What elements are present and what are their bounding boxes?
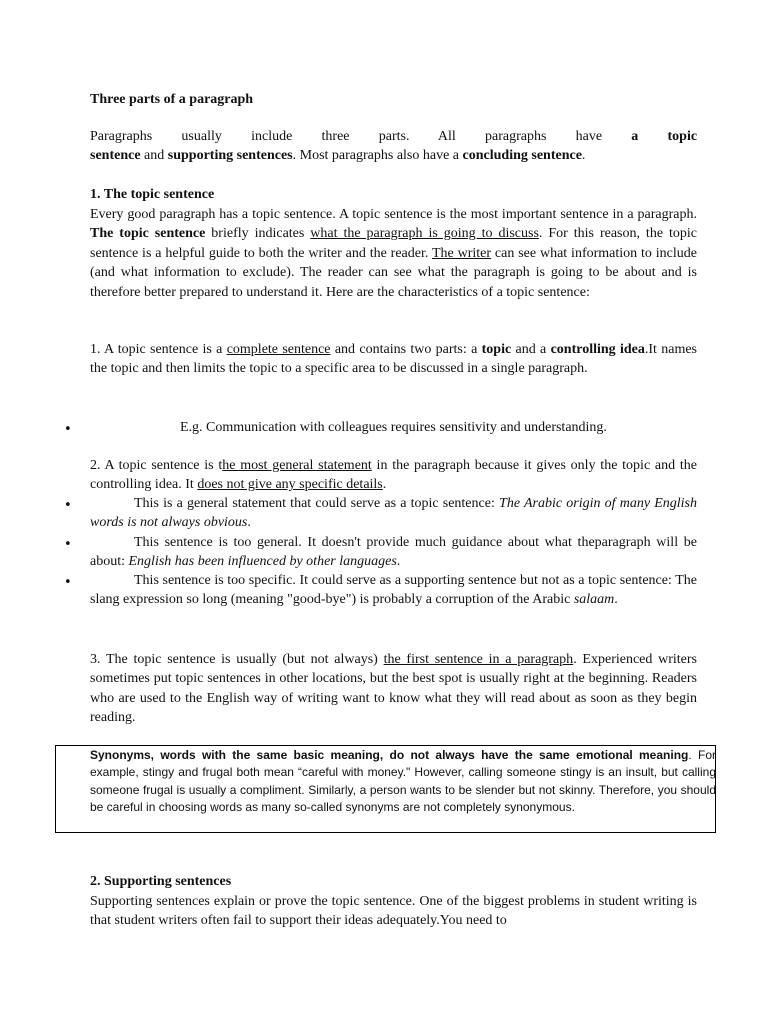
bullet-general-example: This is a general statement that could serve as a topic sentence: The Arabic origin of many English words is not always obvious.: [90, 496, 697, 531]
bullet-marker: •: [64, 575, 72, 590]
bullet-marker: •: [64, 422, 72, 437]
bullet-too-specific: This sentence is too specific. It could serve as a supporting sentence but not as a topic sentence: The slang expression so long (meaning "good-bye") is probably a corruption of the Arabic salaam.: [90, 573, 697, 608]
characteristic-2: 2. A topic sentence is the most general statement in the paragraph because it gives only the topic and the controlling idea. It does not give any specific details.: [90, 458, 697, 493]
characteristic-1: 1. A topic sentence is a complete sentence and contains two parts: a topic and a controlling idea.It names the topic and then limits the topic to a specific area to be discussed in a single paragraph.: [90, 342, 698, 377]
synonyms-note-text: Synonyms, words with the same basic meaning, do not always have the same emotional meaning. For example, stingy and frugal both mean “careful with money." However, calling someone stingy is an insult, but calling someone frugal is usually a compliment. Similarly, a person wants to be slender but not skinny. Therefore, you should be careful in choosing words as many so-called synonyms are not completely synonymous.: [90, 748, 716, 815]
bullet-marker: •: [64, 498, 72, 513]
bullet-too-general: This sentence is too general. It doesn't provide much guidance about what theparagraph will be about: English has been influenced by other languages.: [90, 535, 697, 570]
bullet-marker: •: [64, 537, 72, 552]
section-2-heading: 2. Supporting sentences: [90, 874, 232, 889]
supporting-sentences-paragraph: Supporting sentences explain or prove the topic sentence. One of the biggest problems in student writing is that student writers often fail to support their ideas adequately.You need to: [90, 894, 697, 929]
intro-paragraph: [90, 127, 697, 166]
intro-line-2: sentence and supporting sentences. Most paragraphs also have a concluding sentence.: [90, 148, 586, 164]
example-sentence: E.g. Communication with colleagues requires sensitivity and understanding.: [180, 420, 607, 435]
section-1-heading: 1. The topic sentence: [90, 187, 215, 202]
intro-line-1: Paragraphs usually include three parts. All paragraphs have a topic: [90, 129, 698, 144]
document-title: Three parts of a paragraph: [90, 92, 254, 107]
topic-sentence-paragraph: Every good paragraph has a topic sentence. A topic sentence is the most important sentence in a paragraph. The topic sentence briefly indicates what the paragraph is going to discuss. For this reason, the topic sentence is a helpful guide to both the writer and the reader. The writer can see what information to include (and what information to exclude). The reader can see what the paragraph is going to be about and is therefore better prepared to understand it. Here are the characteristics of a topic sentence:: [90, 207, 697, 300]
characteristic-3: 3. The topic sentence is usually (but not always) the first sentence in a paragraph. Experienced writers sometimes put topic sentences in other locations, but the best spot is usually right at the beginning. Readers who are used to the English way of writing want to know what they will read about as soon as they begin reading.: [90, 652, 697, 726]
